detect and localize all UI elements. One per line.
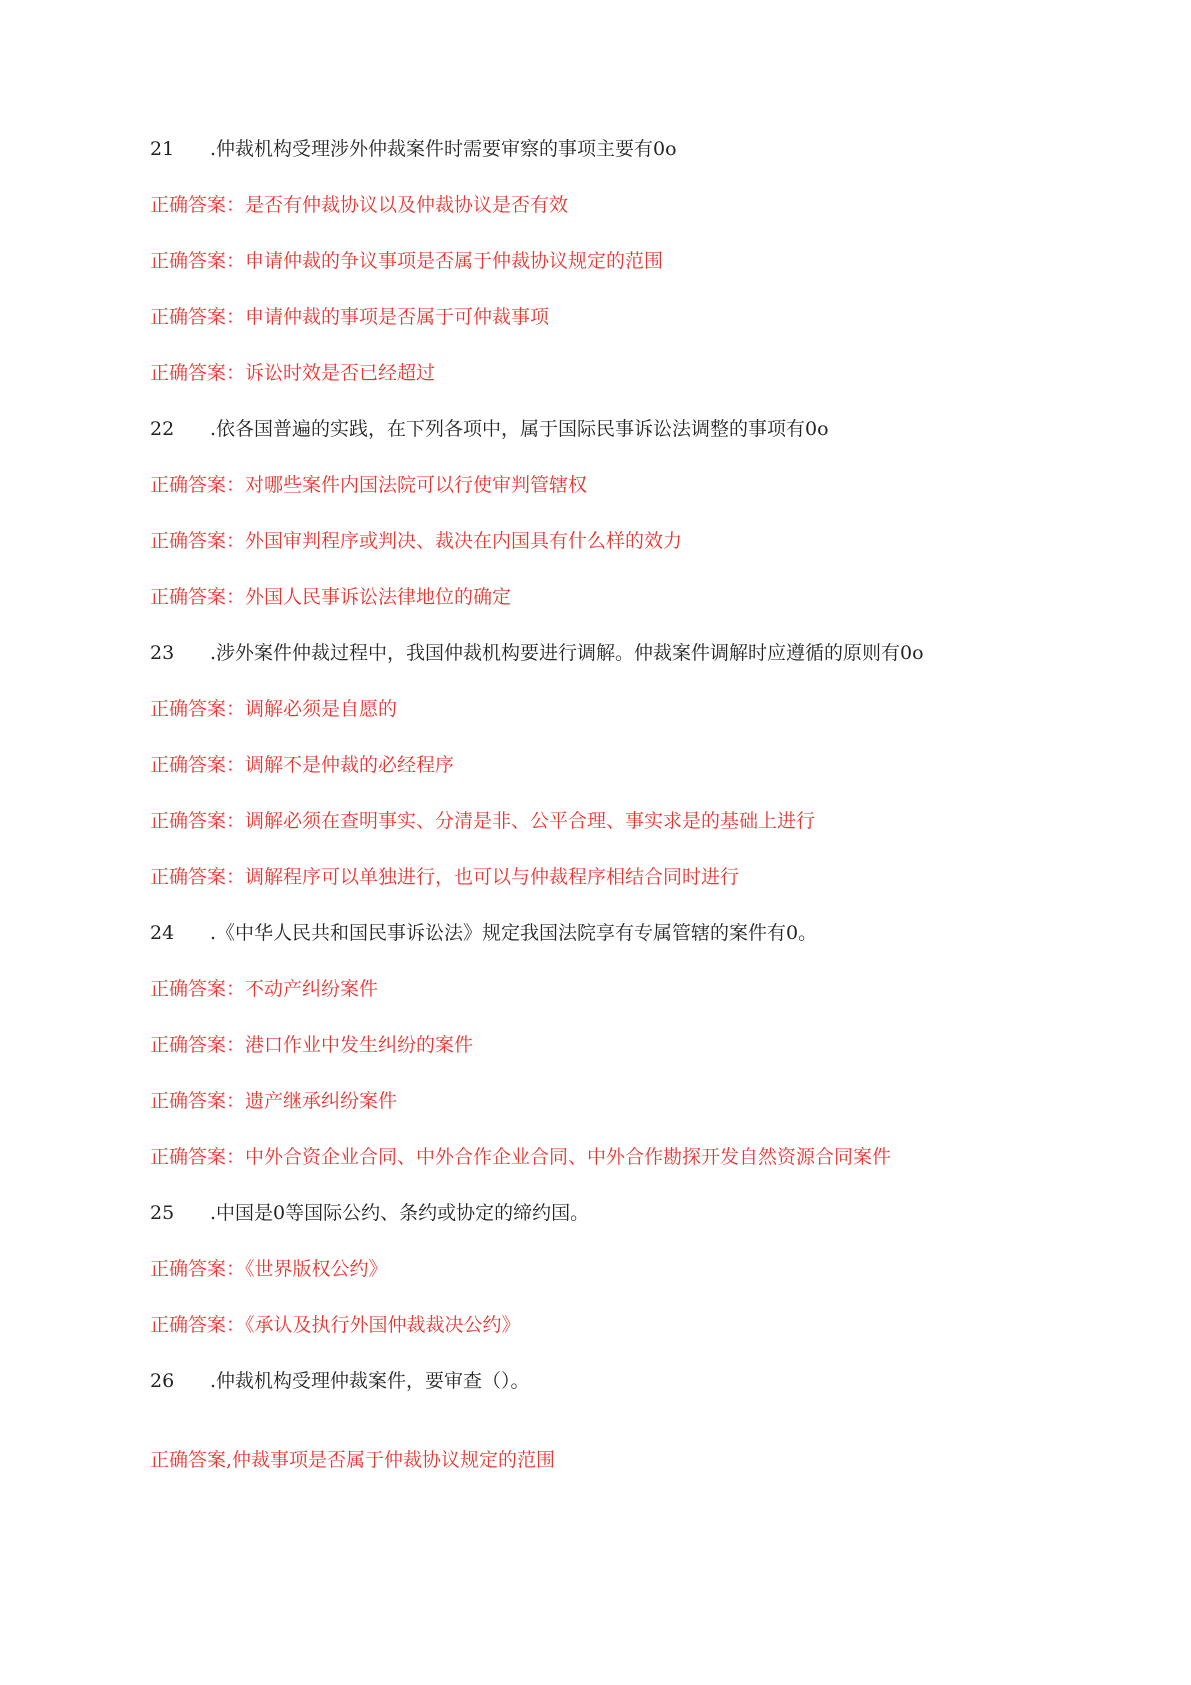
question-22 — [150, 417, 829, 441]
answer-line: 正确答案：外国人民事诉讼法律地位的确定 — [150, 586, 512, 608]
answer-line: 正确答案：港口作业中发生纠纷的案件 — [150, 1034, 474, 1056]
question-text: .依各国普遍的实践，在下列各项中，属于国际民事诉讼法调整的事项有0o — [210, 418, 829, 440]
question-number: 21 — [150, 138, 175, 160]
answer-line: 正确答案：对哪些案件内国法院可以行使审判管辖权 — [150, 474, 588, 496]
question-text: .《中华人民共和国民事诉讼法》规定我国法院享有专属管辖的案件有0。 — [210, 922, 818, 944]
answer-line: 正确答案：不动产纠纷案件 — [150, 978, 379, 1000]
answer-line: 正确答案：诉讼时效是否已经超过 — [150, 362, 436, 384]
question-text: .中国是0等国际公约、条约或协定的缔约国。 — [210, 1202, 590, 1224]
question-23 — [150, 641, 924, 665]
answer-line: 正确答案：申请仲裁的争议事项是否属于仲裁协议规定的范围 — [150, 250, 664, 272]
question-number: 22 — [150, 418, 175, 440]
answer-line: 正确答案：调解必须在查明事实、分清是非、公平合理、事实求是的基础上进行 — [150, 810, 816, 832]
answer-line: 正确答案：《世界版权公约》 — [150, 1258, 388, 1280]
question-text: .仲裁机构受理涉外仲裁案件时需要审察的事项主要有0o — [210, 138, 677, 160]
answer-line: 正确答案：申请仲裁的事项是否属于可仲裁事项 — [150, 306, 550, 328]
answer-line: 正确答案：中外合资企业合同、中外合作企业合同、中外合作勘探开发自然资源合同案件 — [150, 1146, 892, 1168]
question-number: 23 — [150, 642, 175, 664]
question-text: .涉外案件仲裁过程中，我国仲裁机构要进行调解。仲裁案件调解时应遵循的原则有0o — [210, 642, 924, 664]
answer-line: 正确答案：外国审判程序或判决、裁决在内国具有什么样的效力 — [150, 530, 683, 552]
question-number: 26 — [150, 1370, 175, 1392]
answer-line: 正确答案：调解不是仲裁的必经程序 — [150, 754, 455, 776]
question-26 — [150, 1369, 530, 1393]
question-text: .仲裁机构受理仲裁案件，要审查（）。 — [210, 1370, 530, 1392]
question-number: 25 — [150, 1202, 175, 1224]
question-21 — [150, 137, 677, 161]
answer-line: 正确答案：调解必须是自愿的 — [150, 698, 398, 720]
answer-line: 正确答案：是否有仲裁协议以及仲裁协议是否有效 — [150, 194, 569, 216]
question-number: 24 — [150, 922, 175, 944]
question-25 — [150, 1201, 589, 1225]
question-24 — [150, 921, 817, 945]
answer-line: 正确答案：《承认及执行外国仲裁裁决公约》 — [150, 1314, 521, 1336]
answer-line: 正确答案：遗产继承纠纷案件 — [150, 1090, 398, 1112]
answer-line: 正确答案,仲裁事项是否属于仲裁协议规定的范围 — [150, 1449, 556, 1471]
answer-line: 正确答案：调解程序可以单独进行，也可以与仲裁程序相结合同时进行 — [150, 866, 740, 888]
